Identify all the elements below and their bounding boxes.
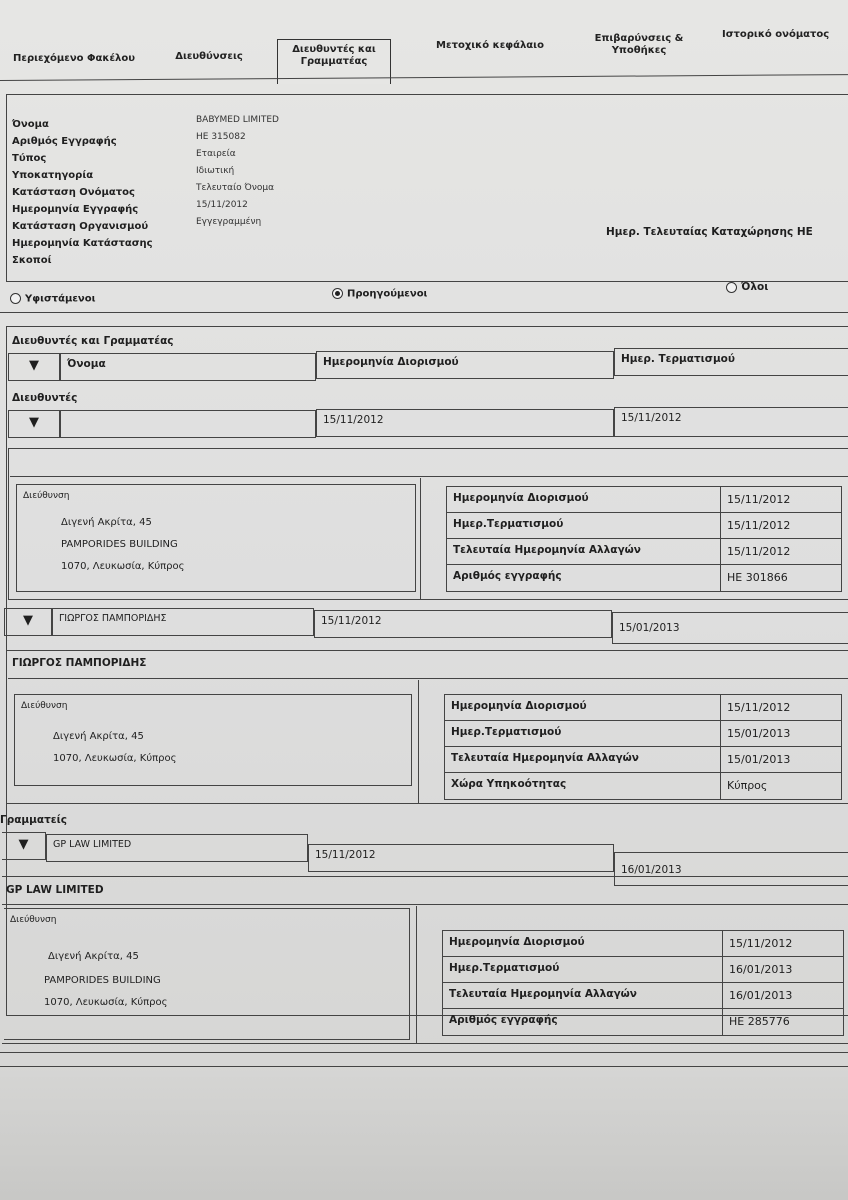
detail3-header-line [2,904,848,905]
detail1-key: Ημερ.Τερματισμού [447,513,721,538]
detail3-val: HE 285776 [729,1015,790,1028]
detail3-field-row [443,957,843,983]
detail1-key: Τελευταία Ημερομηνία Αλλαγών [447,539,721,564]
detail3-key: Αριθμός εγγραφής [443,1009,723,1035]
radio-all-label: Όλοι [741,281,769,293]
detail2-address-line2: 1070, Λευκωσία, Κύπρος [53,753,177,764]
detail1-val: HE 301866 [727,571,788,584]
directors-label: Διευθυντές [12,392,78,404]
value-reg-date: 15/11/2012 [196,200,248,210]
sort-expand-button[interactable] [8,353,60,381]
value-subcategory: Ιδιωτική [196,166,235,176]
company-labels [12,116,197,269]
detail2-key: Τελευταία Ημερομηνία Αλλαγών [445,747,721,772]
detail3-val: 16/01/2013 [729,989,793,1002]
detail3-divider [416,906,417,1044]
detail2-address-title: Διεύθυνση [21,701,68,711]
sec-row-appointment: 15/11/2012 [308,844,614,872]
expand-arrow-icon: ▼ [29,358,39,373]
radio-previous-icon [332,288,343,299]
detail1-field-row [447,513,841,539]
tab-name-history[interactable]: Ιστορικό ονόματος [722,29,830,40]
detail1-val: 15/11/2012 [727,493,791,506]
label-name: Όνομα [12,119,49,130]
detail3-address-box [4,908,410,1040]
detail3-key: Τελευταία Ημερομηνία Αλλαγών [443,983,723,1008]
row2-name[interactable]: ΓΙΩΡΓΟΣ ΠΑΜΠΟΡΙΔΗΣ [52,608,314,636]
detail3-field-row [443,983,843,1009]
row1-name[interactable] [60,410,316,438]
tab-folder-contents[interactable]: Περιεχόμενο Φακέλου [13,53,135,64]
tab-charges-mortgages[interactable]: Επιβαρύνσεις & Υποθήκες [594,33,684,56]
detail3-field-row [443,1009,843,1035]
detail3-key: Ημερ.Τερματισμού [443,957,723,982]
label-reg-number: Αριθμός Εγγραφής [12,136,117,147]
detail3-fields [442,930,844,1036]
detail3-address-line1: Διγενή Ακρίτα, 45 [48,951,139,962]
expand-arrow-icon: ▼ [23,613,33,628]
detail3-val: 15/11/2012 [729,937,793,950]
section-title: Διευθυντές και Γραμματέας [12,335,174,347]
detail3-key: Ημερομηνία Διορισμού [443,931,723,956]
detail1-address-line3: 1070, Λευκωσία, Κύπρος [61,561,185,572]
secretaries-label: Γραμματείς [0,814,67,826]
detail3-address-title: Διεύθυνση [10,915,57,925]
radio-previous[interactable] [332,288,427,300]
detail2-field-row [445,695,841,721]
value-name: BABYMED LIMITED [196,115,279,125]
detail2-val: 15/11/2012 [727,701,791,714]
detail2-val: 15/01/2013 [727,753,791,766]
section-divider [0,312,848,313]
detail2-val: Κύπρος [727,779,768,792]
detail1-field-row [447,565,841,591]
detail1-address-title: Διεύθυνση [23,491,70,501]
value-type: Εταιρεία [196,149,236,159]
row1-termination: 15/11/2012 [614,407,848,437]
detail1-val: 15/11/2012 [727,519,791,532]
detail2-key: Ημερομηνία Διορισμού [445,695,721,720]
value-org-status: Εγγεγραμμένη [196,217,262,227]
tab-baseline [0,74,848,81]
label-org-status: Κατάσταση Οργανισμού [12,221,149,232]
label-status-date: Ημερομηνία Κατάστασης [12,238,153,249]
detail2-header-line [8,678,848,679]
detail3-val: 16/01/2013 [729,963,793,976]
expand-arrow-icon: ▼ [29,415,39,430]
detail2-address-box [14,694,412,786]
detail1-field-row [447,539,841,565]
detail2-title: ΓΙΩΡΓΟΣ ΠΑΜΠΟΡΙΔΗΣ [12,657,147,669]
expand-arrow-icon: ▼ [18,837,29,852]
bottom-rule-1 [0,1052,848,1053]
detail2-field-row [445,747,841,773]
detail1-address-line1: Διγενή Ακρίτα, 45 [61,517,152,528]
detail3-address-line3: 1070, Λευκωσία, Κύπρος [44,997,168,1008]
detail2-divider [418,680,419,804]
row1-appointment: 15/11/2012 [316,409,614,437]
value-name-status: Τελευταίο Όνομα [196,183,275,193]
tab-share-capital[interactable]: Μετοχικό κεφάλαιο [436,40,544,51]
detail1-key: Ημερομηνία Διορισμού [447,487,721,512]
detail1-divider [420,478,421,600]
detail1-header-line [10,476,848,477]
row1-expand-button[interactable] [8,410,60,438]
detail1-key: Αριθμός εγγραφής [447,565,721,591]
col-header-name[interactable]: Όνομα [60,353,316,381]
row2-termination: 15/01/2013 [612,612,848,644]
tab-directors-secretary[interactable]: Διευθυντές και Γραμματέας [277,39,391,84]
detail2-val: 15/01/2013 [727,727,791,740]
detail3-field-row [443,931,843,957]
detail2-field-row [445,721,841,747]
value-reg-number: HE 315082 [196,132,246,142]
paper-shadow [0,1060,848,1200]
label-name-status: Κατάσταση Ονόματος [12,187,135,198]
row2-expand-button[interactable] [4,608,52,636]
detail1-field-row [447,487,841,513]
detail1-address-box [16,484,416,592]
label-subcategory: Υποκατηγορία [12,170,94,181]
detail1-address-line2: PAMPORIDES BUILDING [61,539,178,550]
col-header-appointment[interactable]: Ημερομηνία Διορισμού [316,351,614,379]
label-purposes: Σκοποί [12,255,52,266]
sec-row-name[interactable]: GP LAW LIMITED [46,834,308,862]
last-filing-date-label: Ημερ. Τελευταίας Καταχώρησης HE [606,226,813,238]
radio-current[interactable] [10,293,96,305]
radio-current-label: Υφιστάμενοι [25,293,96,305]
radio-all-icon [726,282,737,293]
detail2-field-row [445,773,841,799]
detail2-key: Ημερ.Τερματισμού [445,721,721,746]
label-reg-date: Ημερομηνία Εγγραφής [12,204,139,215]
label-type: Τύπος [12,153,47,164]
radio-all[interactable] [726,281,768,293]
tab-addresses[interactable]: Διευθύνσεις [175,51,243,62]
detail3-title: GP LAW LIMITED [6,884,104,896]
detail2-key: Χώρα Υπηκοότητας [445,773,721,799]
detail3-address-line2: PAMPORIDES BUILDING [44,975,161,986]
detail1-val: 15/11/2012 [727,545,791,558]
col-header-termination[interactable]: Ημερ. Τερματισμού [614,348,848,376]
radio-previous-label: Προηγούμενοι [347,288,428,300]
sec-row-termination: 16/01/2013 [614,852,848,886]
detail2-fields [444,694,842,800]
sec-row-expand-button[interactable] [2,832,46,860]
row2-appointment: 15/11/2012 [314,610,612,638]
radio-current-icon [10,293,21,304]
detail1-fields [446,486,842,592]
company-values [196,112,396,231]
detail2-address-line1: Διγενή Ακρίτα, 45 [53,731,144,742]
